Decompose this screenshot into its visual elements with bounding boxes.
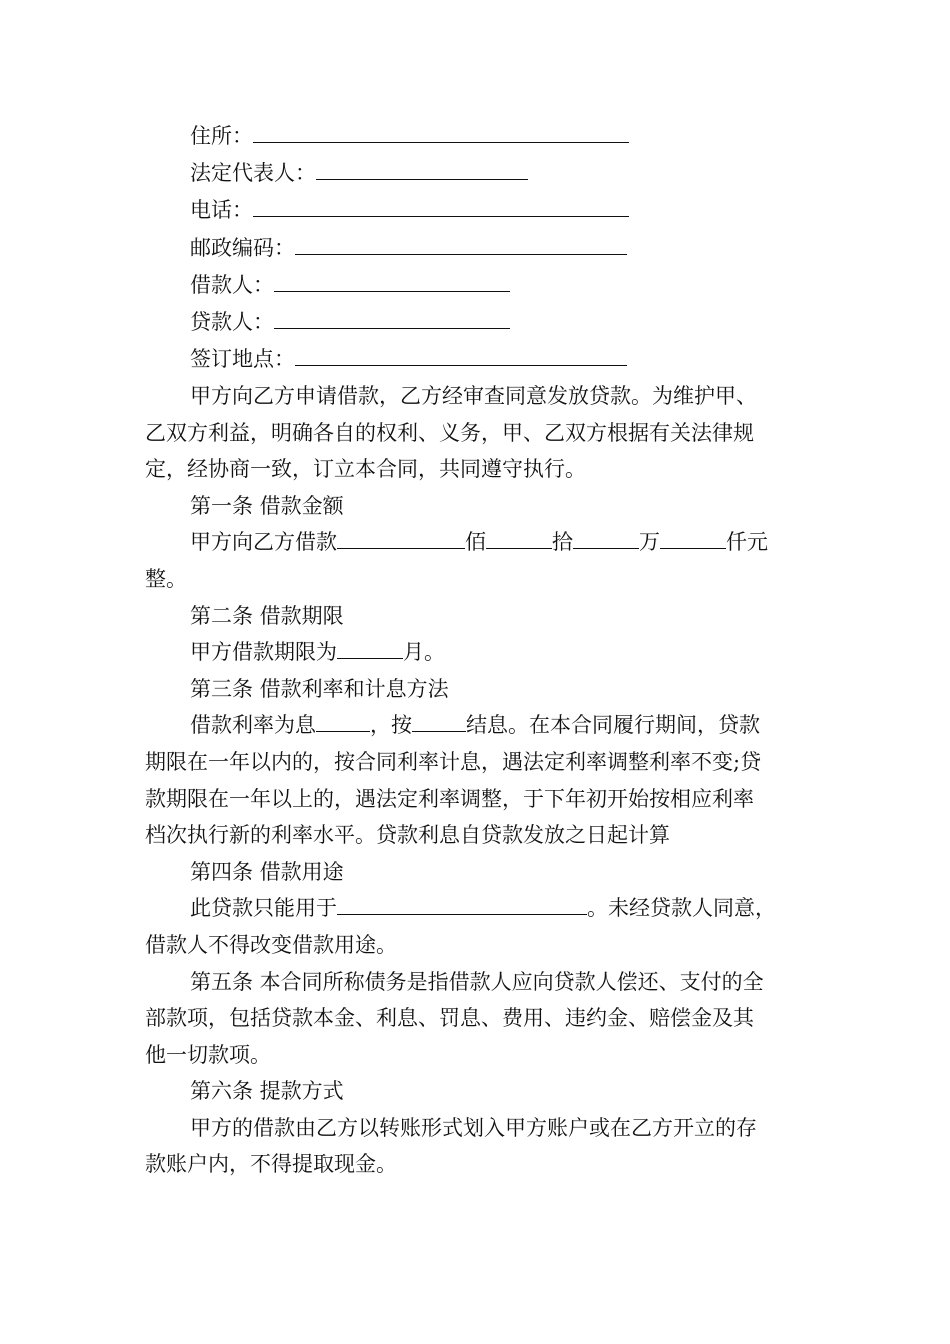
blank-line <box>337 892 587 915</box>
article-2-title: 第二条 借款期限 <box>190 603 344 628</box>
field-label: 法定代表人： <box>190 161 316 185</box>
field-postcode <box>190 232 627 262</box>
blank-line <box>573 526 639 549</box>
field-sign-place <box>190 343 627 373</box>
article-2-term-line <box>145 634 810 671</box>
article-4-line: 借款人不得改变借款用途。 <box>145 932 397 957</box>
blank-line <box>316 709 370 732</box>
article-3-rate-line <box>145 707 810 744</box>
article-3-line: 期限在一年以内的，按合同利率计息，遇法定利率调整利率不变;贷 <box>145 749 762 774</box>
intro-line: 乙双方利益，明确各自的权利、义务，甲、乙双方根据有关法律规 <box>145 420 754 445</box>
field-label: 借款人： <box>190 273 274 297</box>
field-legal-rep <box>190 157 528 187</box>
text: 万 <box>639 530 660 555</box>
text: 月。 <box>403 640 445 665</box>
blank-line <box>316 157 528 180</box>
field-label: 签订地点： <box>190 347 295 371</box>
article-4-purpose-line <box>145 890 810 927</box>
article-3-line: 档次执行新的利率水平。贷款利息自贷款发放之日起计算 <box>145 823 670 848</box>
text: 佰 <box>465 530 486 555</box>
intro-line: 定，经协商一致，订立本合同，共同遵守执行。 <box>145 457 586 482</box>
blank-line <box>660 526 726 549</box>
article-1-amount-end: 整。 <box>145 566 187 591</box>
text: 仟元 <box>726 530 768 555</box>
text: 甲方向乙方借款 <box>190 530 337 555</box>
field-lender <box>190 306 510 336</box>
blank-line <box>253 120 629 143</box>
text: 拾 <box>552 530 573 555</box>
field-address <box>190 120 629 150</box>
article-5-line: 第五条 本合同所称债务是指借款人应向贷款人偿还、支付的全 <box>190 969 764 994</box>
text: 甲方借款期限为 <box>190 640 337 665</box>
blank-line <box>412 709 466 732</box>
blank-line <box>253 194 629 217</box>
article-5-line: 他一切款项。 <box>145 1042 271 1067</box>
article-6-line: 款账户内，不得提取现金。 <box>145 1152 397 1177</box>
intro-line: 甲方向乙方申请借款，乙方经审查同意发放贷款。为维护甲、 <box>190 384 757 408</box>
text: 结息。在本合同履行期间，贷款 <box>466 713 760 738</box>
text: 。未经贷款人同意， <box>587 896 776 921</box>
article-1-amount-line <box>145 524 810 561</box>
blank-line <box>486 526 552 549</box>
field-phone <box>190 194 629 224</box>
field-borrower <box>190 269 510 299</box>
text: 此贷款只能用于 <box>190 896 337 921</box>
article-6-title: 第六条 提款方式 <box>190 1079 344 1104</box>
blank-line <box>337 636 403 659</box>
field-label: 电话： <box>190 198 253 222</box>
article-5-line: 部款项，包括贷款本金、利息、罚息、费用、违约金、赔偿金及其 <box>145 1006 754 1031</box>
article-1-title: 第一条 借款金额 <box>190 493 344 518</box>
contract-body <box>145 378 810 1183</box>
text: ，按 <box>370 713 412 738</box>
article-4-title: 第四条 借款用途 <box>190 859 344 884</box>
blank-line <box>295 232 627 255</box>
article-6-line: 甲方的借款由乙方以转账形式划入甲方账户或在乙方开立的存 <box>190 1115 757 1140</box>
article-3-line: 款期限在一年以上的，遇法定利率调整，于下年初开始按相应利率 <box>145 786 754 811</box>
field-label: 邮政编码： <box>190 236 295 260</box>
blank-line <box>274 269 510 292</box>
field-label: 住所： <box>190 124 253 148</box>
blank-line <box>274 306 510 329</box>
blank-line <box>295 343 627 366</box>
article-3-title: 第三条 借款利率和计息方法 <box>190 676 449 701</box>
blank-line <box>337 526 465 549</box>
field-label: 贷款人： <box>190 310 274 334</box>
text: 借款利率为息 <box>190 713 316 738</box>
